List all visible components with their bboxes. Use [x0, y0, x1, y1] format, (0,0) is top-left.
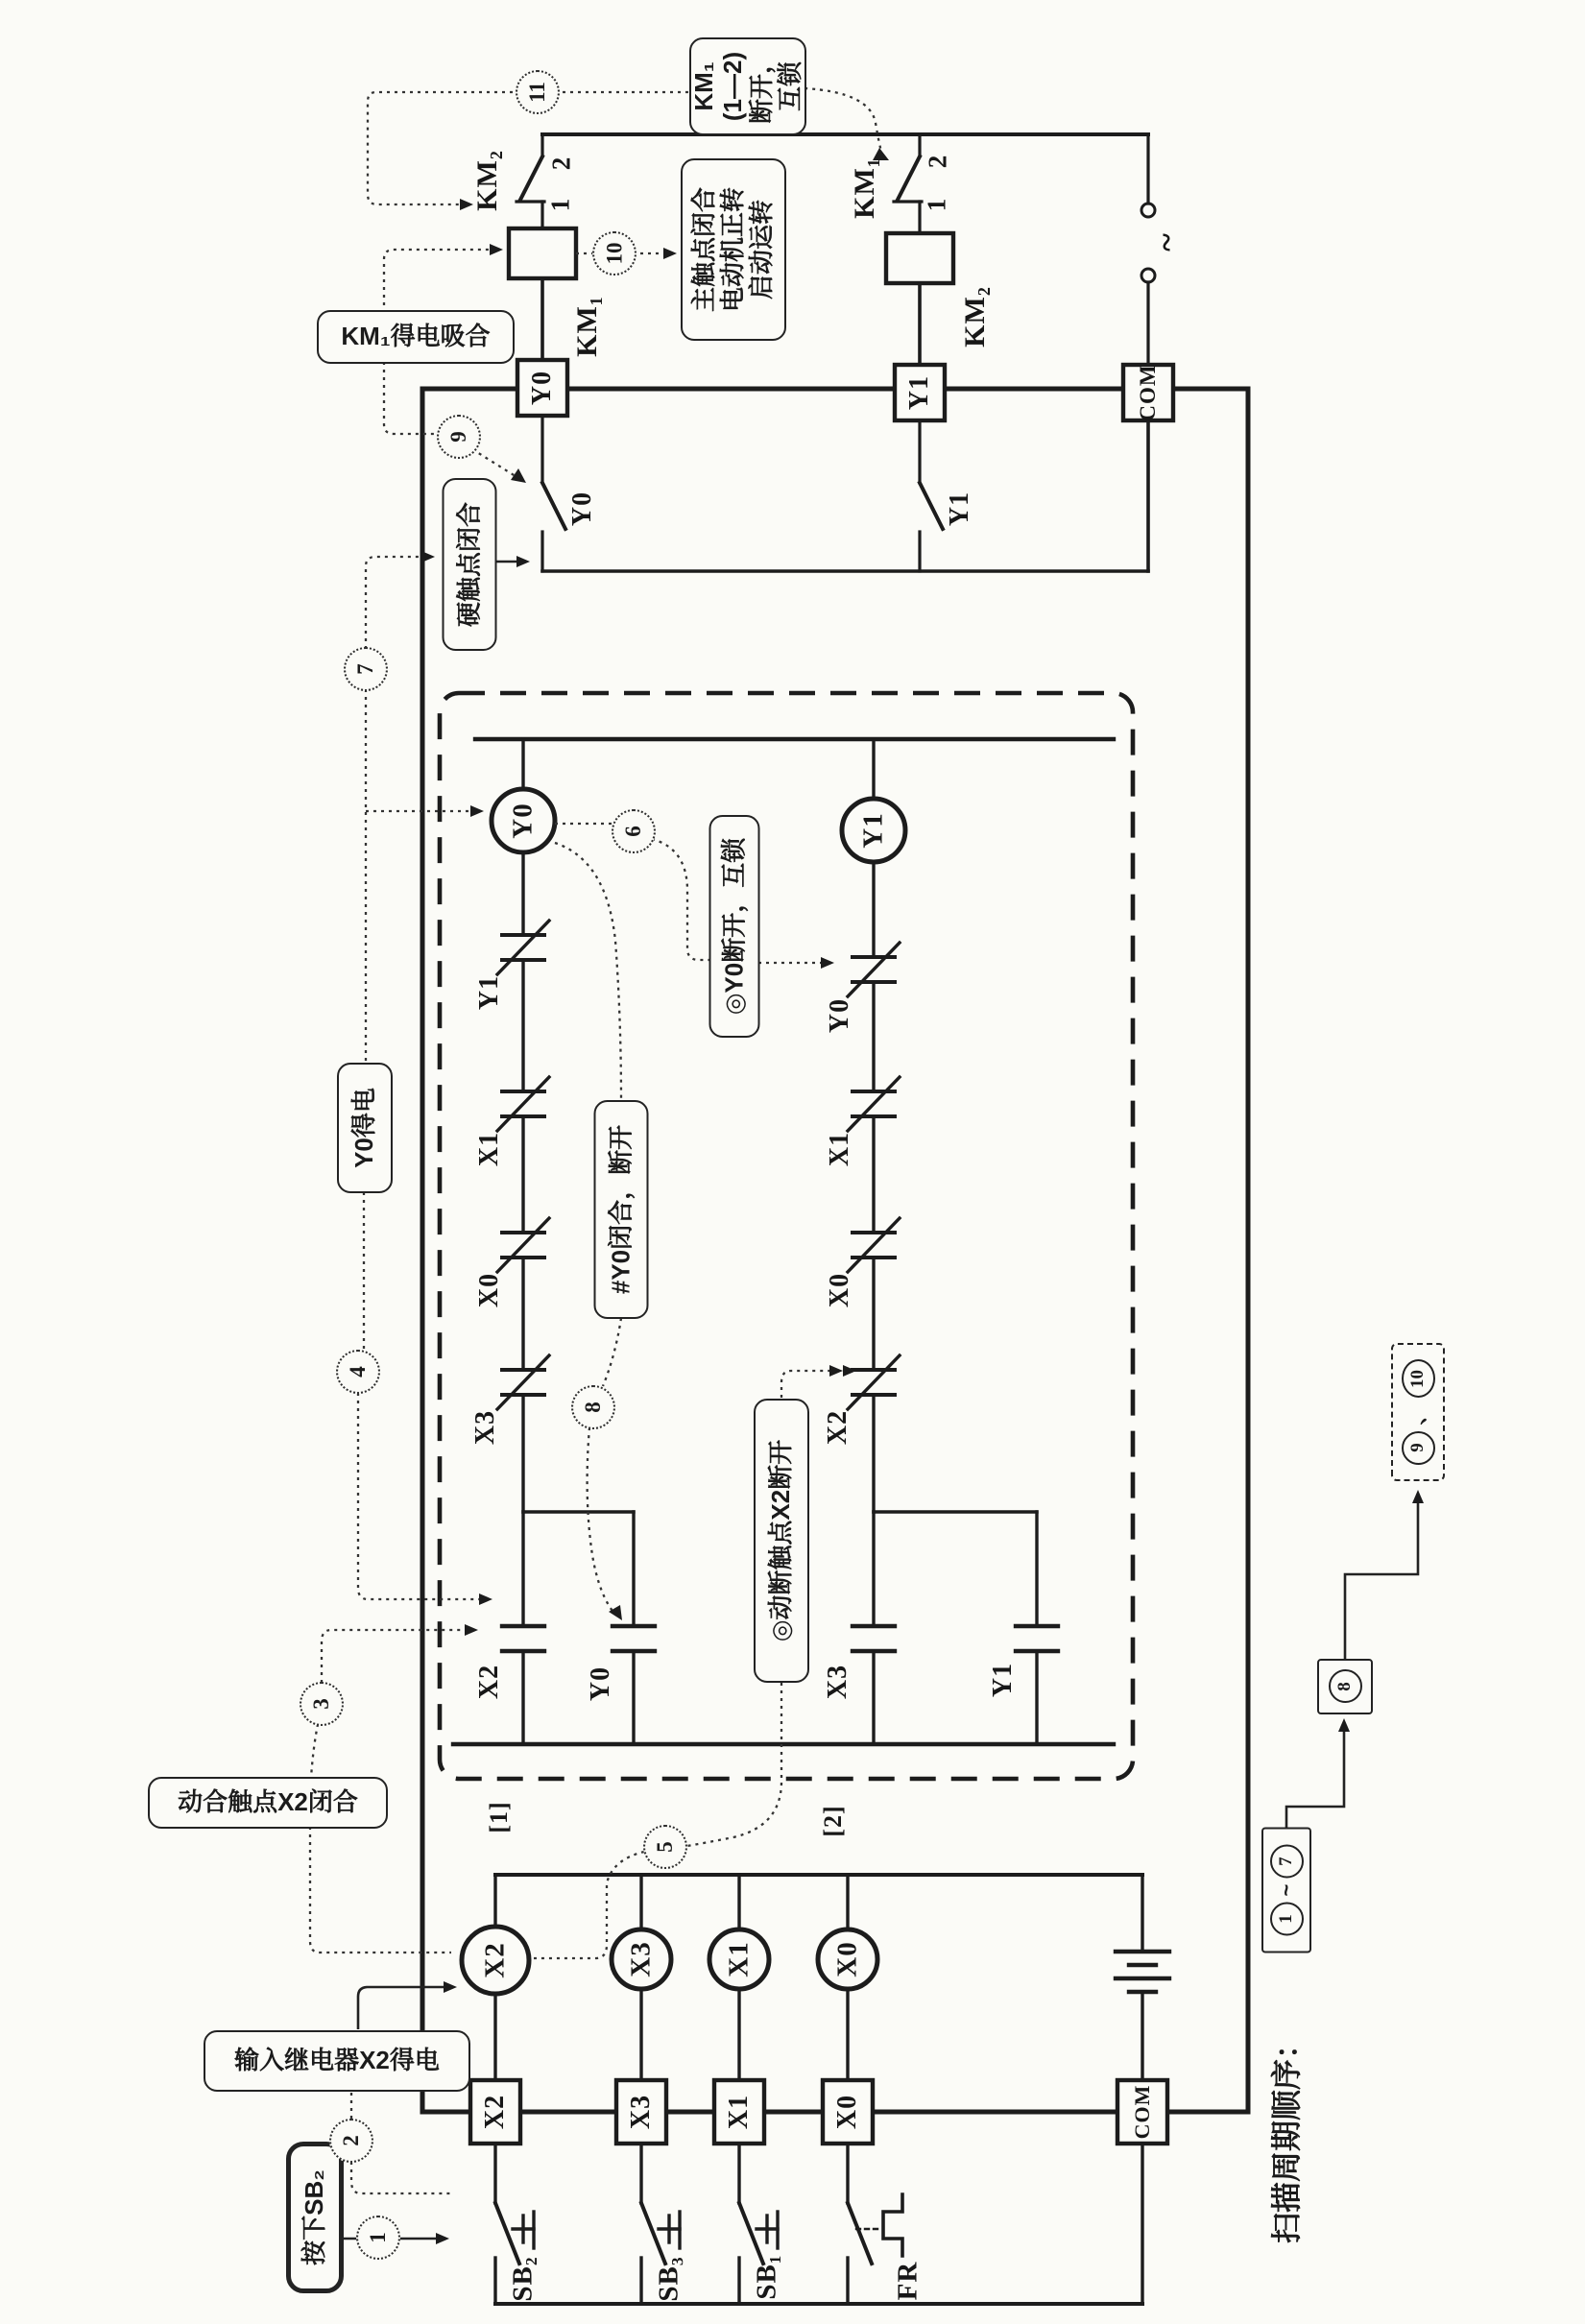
input-relay-x0-label: X0 [831, 1941, 863, 1977]
rung2-number: [2] [819, 1805, 847, 1837]
sequence-box-steps-9-10 [1391, 1343, 1445, 1481]
callout-main-contact-close-motor-run [681, 158, 786, 341]
rung2-parallel-y1-label: Y1 [988, 1662, 1018, 1698]
input-circuit [462, 1875, 1169, 2304]
callout-line: 按下SB₂ [300, 2169, 329, 2265]
input-terminal-x1: X1 [724, 2094, 754, 2130]
step-marker-6: 6 [612, 809, 656, 853]
output-terminal-com: COM [1136, 364, 1160, 421]
output-terminal-y0: Y0 [527, 370, 557, 406]
callout-line: Y0得电 [349, 1088, 379, 1168]
step-marker-3: 3 [300, 1682, 344, 1726]
circled-7: 7 [1270, 1845, 1304, 1879]
step-marker-4: 4 [336, 1350, 380, 1394]
callout-line: 电动机正转 [718, 187, 748, 313]
step-marker-1: 1 [356, 2216, 400, 2260]
step-marker-2: 2 [329, 2119, 373, 2163]
km1-contact-terminal-1: 1 [922, 197, 951, 212]
ladder-coil-y0-label: Y0 [507, 803, 539, 839]
step-marker-7: 7 [344, 647, 388, 691]
callout-input-relay-x2-energized [204, 2030, 470, 2092]
rung1-contact-x0-label: X0 [474, 1272, 504, 1308]
callout-line: ◎Y0断开，互锁 [719, 837, 749, 1016]
button-sb3-label: SB₃ [653, 2256, 684, 2302]
callout-line: KM₁ [689, 61, 719, 111]
km2-contact-terminal-2: 2 [546, 156, 576, 171]
callout-y0-close-open [594, 1100, 649, 1319]
step-marker-9: 9 [437, 415, 481, 459]
hard-contact-y0-label: Y0 [567, 491, 597, 527]
step-marker-10: 10 [592, 231, 636, 276]
km1-contact-terminal-2: 2 [923, 154, 952, 169]
sequence-box-step-8 [1317, 1659, 1373, 1714]
km1-coil-label: KM₁ [571, 296, 603, 357]
plc-enclosure [422, 389, 1248, 2112]
range-symbol: ~ [1274, 1883, 1299, 1897]
output-terminal-y1: Y1 [904, 374, 934, 411]
callout-line: 输入继电器X2得电 [234, 2046, 440, 2075]
callout-line: #Y0闭合，断开 [606, 1124, 636, 1295]
callout-hard-contact-close [443, 478, 497, 651]
rung2-contact-x0-label: X0 [825, 1272, 854, 1308]
rung1-contact-y1-label: Y1 [474, 974, 504, 1011]
rung1-number: [1] [485, 1801, 513, 1833]
rung1-contact-x3-label: X3 [470, 1409, 500, 1446]
input-terminal-x3: X3 [626, 2094, 656, 2130]
km2-contact-label: KM₂ [471, 150, 503, 211]
callout-line: 断开， [747, 49, 776, 125]
callout-press-sb2 [286, 2142, 344, 2293]
km2-contact-terminal-1: 1 [545, 197, 575, 212]
input-terminal-x2: X2 [480, 2094, 510, 2130]
circled-1: 1 [1270, 1902, 1304, 1935]
callout-y0-open-interlock [709, 815, 760, 1038]
ladder-coil-y1-label: Y1 [857, 812, 889, 849]
callout-x2-no-close [148, 1777, 388, 1829]
circled-9: 9 [1402, 1431, 1435, 1465]
rung2-contact-x1-label: X1 [825, 1131, 854, 1167]
button-sb2-label: SB₂ [507, 2256, 539, 2302]
rung1-selfhold-y0-label: Y0 [586, 1665, 615, 1702]
rung2-contact-x2-label: X2 [823, 1409, 853, 1446]
callout-line: 主触点闭合 [689, 187, 719, 313]
km1-contact-label: KM₁ [849, 157, 880, 219]
step-marker-8: 8 [571, 1385, 615, 1429]
km2-coil-label: KM₂ [959, 286, 991, 347]
step-marker-5: 5 [643, 1825, 687, 1869]
callout-y0-energized [337, 1063, 393, 1193]
scan-cycle-title [1265, 1992, 1308, 2280]
callout-km1-interlock-open [689, 37, 806, 135]
hard-contact-y1-label: Y1 [945, 491, 974, 527]
enumeration-comma: 、 [1405, 1403, 1430, 1426]
callout-line: (1—2) [718, 51, 748, 122]
rung1-contact-x1-label: X1 [474, 1131, 504, 1167]
callout-line: 硬触点闭合 [454, 502, 484, 628]
rung1-contact-x2-label: X2 [474, 1664, 504, 1700]
callout-line: ◎动断触点X2断开 [766, 1439, 796, 1642]
callout-x2-nc-open [754, 1399, 809, 1683]
input-relay-x1-label: X1 [723, 1941, 755, 1977]
callout-line: 动合触点X2闭合 [178, 1787, 358, 1817]
scan-cycle-title-text: 扫描周期顺序： [1268, 2028, 1304, 2244]
button-sb1-label: SB₁ [751, 2254, 782, 2300]
input-terminal-com: COM [1130, 2084, 1154, 2140]
ac-source-symbol: ~ [1147, 232, 1186, 252]
callout-km1-energized [317, 310, 515, 364]
rung2-contact-y0-label: Y0 [825, 997, 854, 1034]
circled-8: 8 [1329, 1670, 1362, 1704]
callout-line: 启动运转 [746, 200, 776, 300]
sequence-box-steps-1-7 [1261, 1828, 1311, 1953]
input-relay-x2-label: X2 [479, 1942, 511, 1978]
input-relay-x3-label: X3 [625, 1941, 657, 1977]
callout-line: KM₁得电吸合 [341, 322, 491, 351]
output-hard-contacts [542, 416, 1148, 571]
callout-line: 互锁 [775, 61, 805, 112]
circled-10: 10 [1402, 1360, 1435, 1399]
rung2-contact-x3-label: X3 [823, 1664, 853, 1700]
thermal-relay-fr-label: FR [892, 2261, 924, 2301]
input-terminal-x0: X0 [832, 2094, 862, 2130]
step-marker-11: 11 [516, 70, 560, 114]
